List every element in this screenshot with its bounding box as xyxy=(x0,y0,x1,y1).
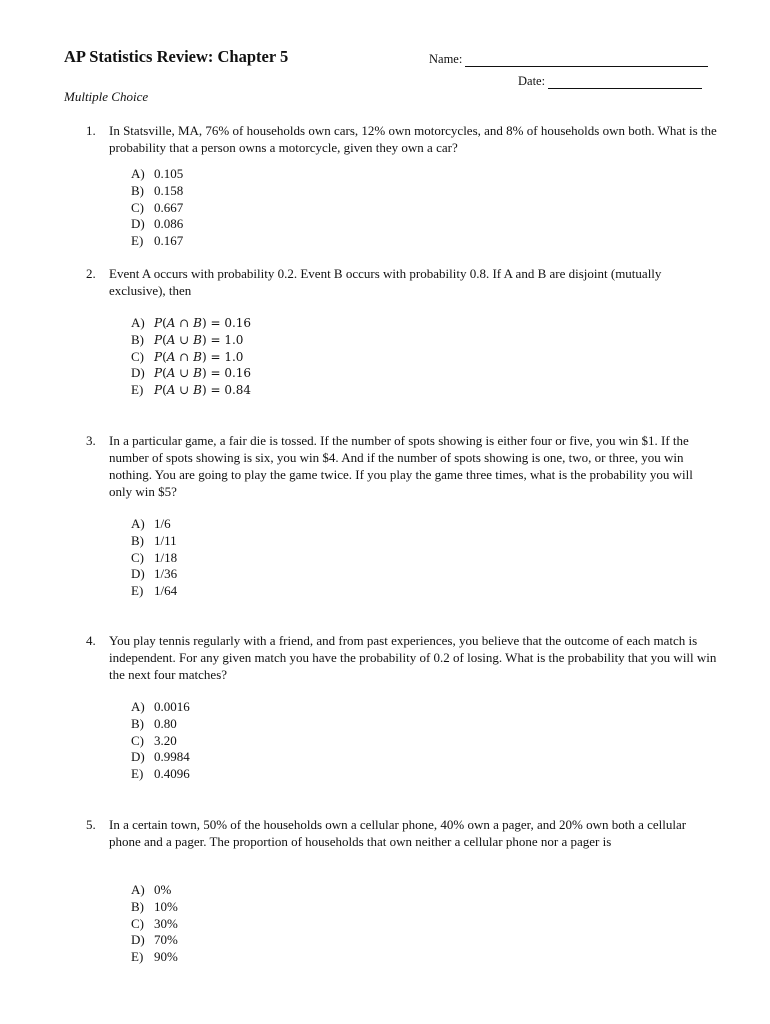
answer-choices xyxy=(131,699,190,783)
question-text: Event A occurs with probability 0.2. Event B occurs with probability 0.8. If A and B are disjoint (mutually exclusive), then xyxy=(109,266,662,298)
name-blank-line xyxy=(465,55,708,67)
answer-choice-e: E) 90% xyxy=(131,949,178,965)
answer-choice-d: D) 70% xyxy=(131,932,178,948)
section-heading: Multiple Choice xyxy=(64,89,149,104)
answer-choice-c: C) 3.20 xyxy=(131,732,177,748)
answer-choice-c: C) 30% xyxy=(131,915,178,931)
answer-choice-a: A) 0.105 xyxy=(131,166,184,181)
answer-choice-e: E) 0.167 xyxy=(131,233,184,249)
question-text: You play tennis regularly with a friend, and from past experiences, you believe that the outcome of each match is independent. For any given match you have the probability of 0.2 of losing. What is the probability that you will win the next four matches? xyxy=(109,633,717,682)
answer-choice-b: B) 1/11 xyxy=(131,532,177,548)
answer-choice-c: C) P(A ∩ B) = 1.0 xyxy=(131,348,244,364)
answer-choice-b: B) 0.80 xyxy=(131,715,177,731)
date-blank-line xyxy=(548,77,702,89)
answer-choice-c: C) 0.667 xyxy=(131,199,184,215)
answer-choice-d: D) 1/36 xyxy=(131,566,178,582)
answer-choice-d: D) 0.9984 xyxy=(131,749,190,765)
answer-choice-e: E) 1/64 xyxy=(131,583,178,599)
name-label: Name: xyxy=(429,52,463,66)
answer-choice-a: A) 0% xyxy=(131,882,172,897)
answer-choice-a: A) 0.0016 xyxy=(131,699,190,714)
answer-choices xyxy=(131,516,177,600)
answer-choice-e: E) 0.4096 xyxy=(131,766,190,782)
date-label: Date: xyxy=(518,74,546,88)
question-text: In Statsville, MA, 76% of households own cars, 12% own motorcycles, and 8% of households own both. What is the probability that a person owns a motorcycle, given they own a car? xyxy=(109,123,717,155)
question-text: In a particular game, a fair die is tossed. If the number of spots showing is either four or five, you win $1. If the number of spots showing is six, you win $4. And if the number of spots showing is one, two, or three, you win nothing. You are going to play the game twice. If you play the game three times, what is the probability you will only win $5? xyxy=(109,433,693,499)
answer-choice-d: D) 0.086 xyxy=(131,216,184,232)
answer-choice-a: A) 1/6 xyxy=(131,516,171,531)
question-number: 3. xyxy=(86,433,96,448)
question-number: 1. xyxy=(86,123,96,138)
answer-choices xyxy=(131,882,178,966)
question-number: 5. xyxy=(86,817,96,832)
answer-choice-b: B) P(A ∪ B) = 1.0 xyxy=(131,331,244,347)
answer-choices xyxy=(131,166,183,250)
question-text: In a certain town, 50% of the households own a cellular phone, 40% own a pager, and 20% own both a cellular phone and a pager. The proportion of households that own neither a cellular phone nor a pager is xyxy=(109,817,687,849)
answer-choices xyxy=(131,315,251,399)
name-field xyxy=(429,52,708,67)
answer-choice-c: C) 1/18 xyxy=(131,549,178,565)
answer-choice-a: A) P(A ∩ B) = 0.16 xyxy=(131,315,252,330)
answer-choice-b: B) 0.158 xyxy=(131,182,184,198)
answer-choice-b: B) 10% xyxy=(131,898,178,914)
page-title: AP Statistics Review: Chapter 5 xyxy=(64,47,289,66)
answer-choice-e: E) P(A ∪ B) = 0.84 xyxy=(131,382,252,398)
question-number: 4. xyxy=(86,633,96,648)
question-number: 2. xyxy=(86,266,96,281)
date-field xyxy=(518,74,702,89)
answer-choice-d: D) P(A ∪ B) = 0.16 xyxy=(131,365,252,381)
